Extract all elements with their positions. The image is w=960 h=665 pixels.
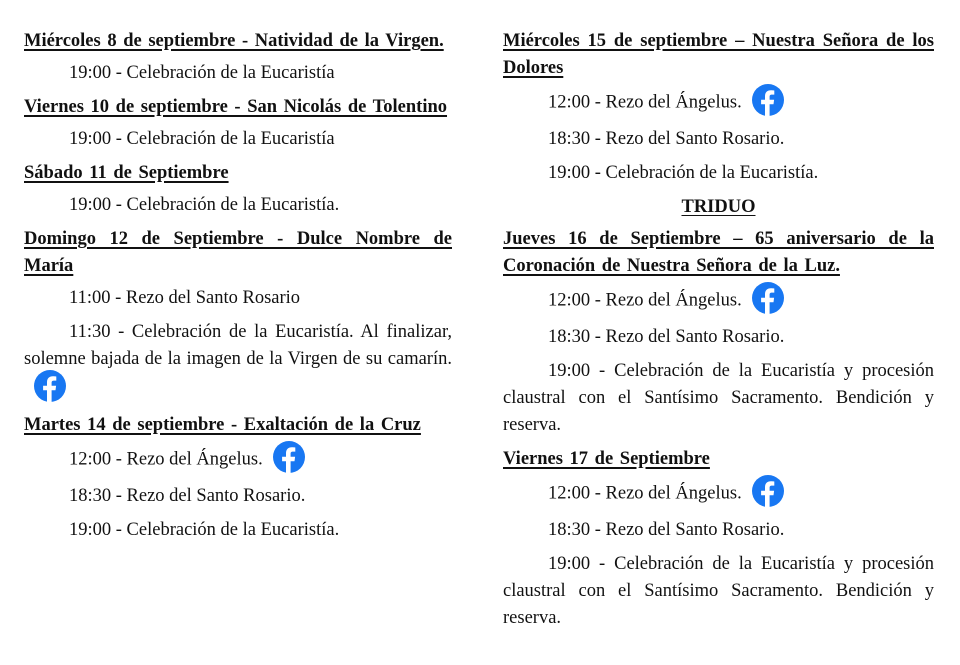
event-line: [24, 444, 452, 476]
day-header: Sábado 11 de Septiembre: [24, 163, 229, 183]
day-header: Miércoles 15 de septiembre – Nuestra Señora de los Dolores: [503, 31, 934, 78]
event-text: 11:30 - Celebración de la Eucaristía. Al finalizar, solemne bajada de la imagen de la Virgen de su camarín.: [24, 322, 452, 369]
event-line: 19:00 - Celebración de la Eucaristía.: [69, 520, 340, 540]
event-line: 19:00 - Celebración de la Eucaristía.: [69, 195, 340, 215]
facebook-icon[interactable]: [752, 282, 784, 314]
event-line: [503, 285, 934, 317]
event-line: 18:30 - Rezo del Santo Rosario.: [548, 129, 785, 149]
event-line: 19:00 - Celebración de la Eucaristía: [69, 63, 335, 83]
event-text: 12:00 - Rezo del Ángelus.: [548, 92, 742, 113]
event-text: 12:00 - Rezo del Ángelus.: [69, 449, 263, 470]
event-line: [503, 478, 934, 510]
event-line: 18:30 - Rezo del Santo Rosario.: [548, 327, 785, 347]
event-text: 12:00 - Rezo del Ángelus.: [548, 483, 742, 504]
day-header: Viernes 17 de Septiembre: [503, 449, 710, 469]
event-line: 11:00 - Rezo del Santo Rosario: [69, 288, 301, 308]
day-header: Jueves 16 de Septiembre – 65 aniversario de la Coronación de Nuestra Señora de la Luz.: [503, 229, 934, 276]
triduo-title: TRIDUO: [681, 197, 756, 217]
facebook-icon[interactable]: [273, 441, 305, 473]
day-header: Martes 14 de septiembre - Exaltación de la Cruz: [24, 415, 421, 435]
event-text: 12:00 - Rezo del Ángelus.: [548, 290, 742, 311]
event-line: [503, 87, 934, 119]
day-header: Miércoles 8 de septiembre - Natividad de la Virgen.: [24, 31, 444, 51]
event-paragraph: 19:00 - Celebración de la Eucaristía y procesión claustral con el Santísimo Sacramento. Bendición y reserva.: [503, 361, 934, 435]
facebook-icon[interactable]: [752, 475, 784, 507]
right-column: [503, 28, 934, 639]
left-column: [24, 28, 452, 551]
facebook-icon[interactable]: [752, 84, 784, 116]
event-line: 19:00 - Celebración de la Eucaristía: [69, 129, 335, 149]
facebook-icon[interactable]: [34, 370, 66, 402]
event-paragraph: [24, 319, 452, 405]
day-header: Viernes 10 de septiembre - San Nicolás de Tolentino: [24, 97, 448, 117]
event-line: 19:00 - Celebración de la Eucaristía.: [548, 163, 819, 183]
event-line: 18:30 - Rezo del Santo Rosario.: [548, 520, 785, 540]
day-header: Domingo 12 de Septiembre - Dulce Nombre de María: [24, 229, 452, 276]
event-line: 18:30 - Rezo del Santo Rosario.: [69, 486, 306, 506]
event-paragraph: 19:00 - Celebración de la Eucaristía y procesión claustral con el Santísimo Sacramento. Bendición y reserva.: [503, 554, 934, 628]
